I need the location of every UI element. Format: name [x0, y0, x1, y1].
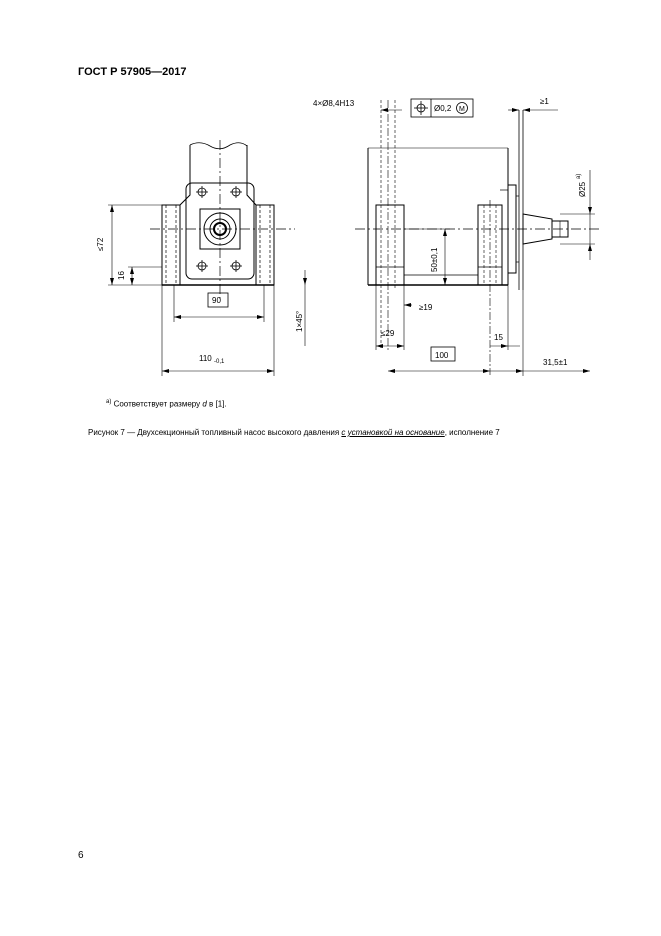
footnote-var: d [202, 399, 207, 409]
dim-tolerance: Ø0,2 [434, 104, 452, 113]
dim-shaft-len: 31,5±1 [543, 358, 568, 367]
dim-tolerance-mod: M [459, 106, 465, 113]
dim-shaft-note: a) [576, 173, 582, 179]
dim-bolt-span: 90 [212, 296, 221, 305]
dim-max29: ≤29 [381, 329, 395, 338]
footnote [106, 399, 227, 409]
dim-min19: ≥19 [419, 303, 433, 312]
technical-drawing [0, 0, 661, 400]
dim-width-tol: -0,1 [214, 359, 225, 365]
dim-chamfer: 1×45° [295, 310, 304, 332]
footnote-marker: a) [106, 399, 112, 405]
figure-caption [88, 428, 500, 437]
dim-axis-height: 50±0,1 [430, 247, 439, 272]
caption-underlined: с установкой на основание [341, 428, 445, 437]
footnote-text2: в [1]. [206, 399, 227, 409]
dim-base-h: 16 [117, 271, 126, 280]
dim-height-max: ≤72 [96, 237, 105, 251]
dim-width: 110 [199, 354, 212, 363]
dim-15: 15 [494, 333, 503, 342]
caption-suffix: , исполнение 7 [444, 428, 500, 437]
dim-gap: ≥1 [540, 97, 549, 106]
dim-shaft-diam: Ø25 [578, 181, 587, 197]
dim-hole-spec: 4×Ø8,4H13 [313, 99, 355, 108]
front-view [108, 140, 305, 376]
standard-header: ГОСТ Р 57905—2017 [78, 66, 187, 78]
dim-length: 100 [435, 351, 449, 360]
page-number: 6 [78, 850, 84, 861]
caption-prefix: Рисунок 7 — Двухсекционный топливный насос высокого давления [88, 428, 342, 437]
footnote-text: Соответствует размеру [111, 399, 203, 409]
